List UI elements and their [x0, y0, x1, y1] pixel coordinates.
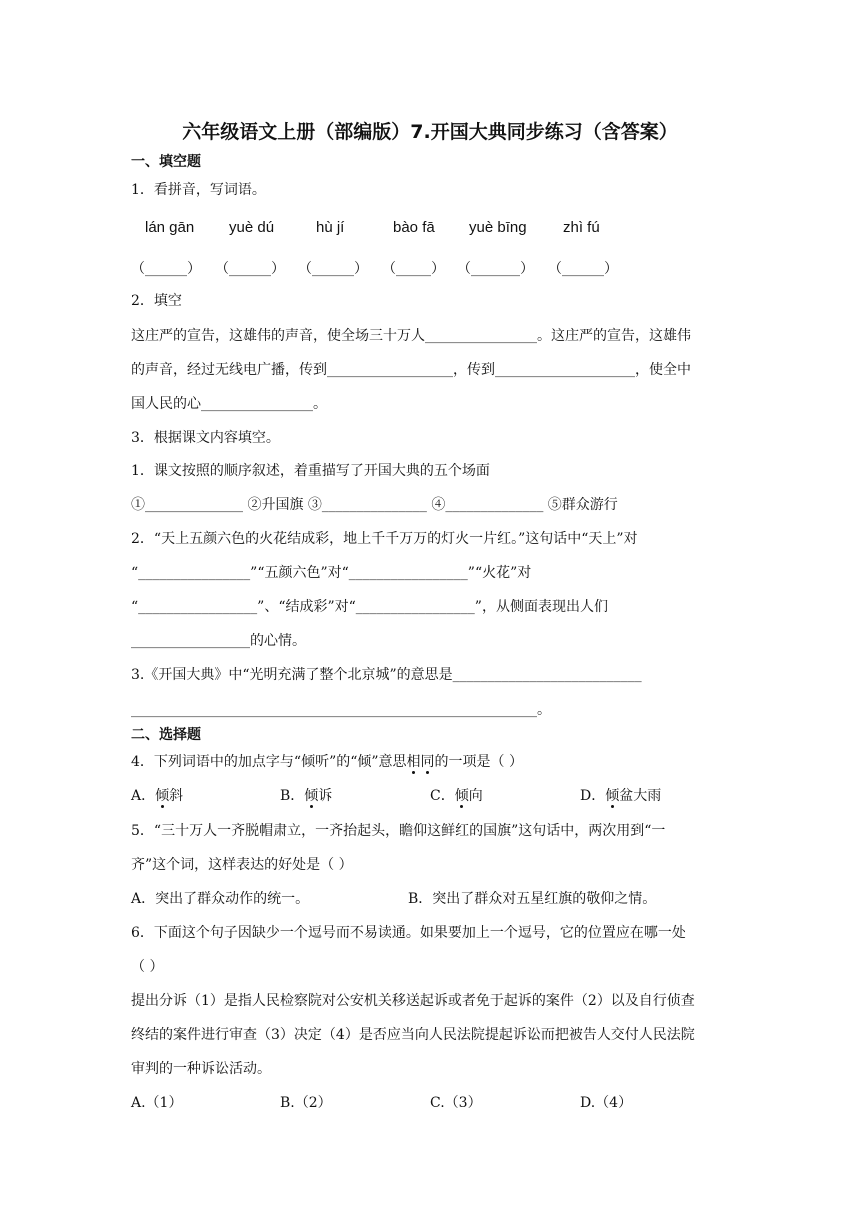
option-text: 斜: [169, 788, 184, 804]
section-heading-fill-in: 一、填空题: [131, 154, 201, 170]
dotted-char: 倾: [155, 788, 170, 804]
question-2-line: 的声音，经过无线电广播，传到__________________，传到____________________，使全中: [131, 362, 691, 378]
question-6-sentence: 终结的案件进行审查（3）决定（4）是否应当向人民法院提起诉讼而把被告人交付人民法院: [131, 1027, 695, 1043]
option-a[interactable]: A.（1）: [131, 1095, 183, 1111]
question-3-sub-3: 3.《开国大典》中“光明充满了整个北京城”的意思是___________________________: [131, 667, 642, 683]
dotted-char: 相: [406, 754, 421, 770]
pinyin-2: yuè dú: [229, 219, 275, 236]
option-b[interactable]: B.（2）: [280, 1095, 332, 1111]
question-3-sub-2: 2．“天上五颜六色的火花结成彩，地上千千万万的灯火一片红。”这句话中“天上”对: [131, 531, 638, 547]
question-2-line: 国人民的心________________。: [131, 396, 327, 412]
question-3-sub-2: “_________________”、“结成彩”对“_________________”，从侧面表现出人们: [131, 599, 608, 615]
pinyin-6: zhì fú: [563, 219, 600, 236]
question-6-sentence: 提出分诉（1）是指人民检察院对公安机关移送起诉或者免于起诉的案件（2）以及自行侦查: [131, 993, 695, 1009]
answer-blank[interactable]: （______）: [215, 261, 285, 277]
option-c[interactable]: [430, 786, 483, 806]
answer-blank[interactable]: （______）: [548, 261, 618, 277]
pinyin-1: lán gān: [145, 219, 195, 236]
question-3-sub-2: _________________的心情。: [131, 633, 306, 649]
question-1-stem: 1．看拼音，写词语。: [131, 182, 266, 198]
dotted-char: 同: [420, 754, 435, 770]
answer-blank[interactable]: （_______）: [457, 261, 534, 277]
option-text: 盆大雨: [619, 788, 662, 804]
question-2-line: 这庄严的宣告，这雄伟的声音，使全场三十万人________________。这庄严的宣告，这雄伟: [131, 328, 691, 344]
option-d[interactable]: [580, 786, 661, 806]
option-text: 诉: [318, 788, 333, 804]
pinyin-5: yuè bīng: [469, 219, 527, 236]
dotted-char: 倾: [605, 788, 620, 804]
pinyin-4: bào fā: [393, 219, 435, 236]
question-3-stem: 3．根据课文内容填空。: [131, 430, 280, 446]
question-3-sub-1: 1．课文按照的顺序叙述，着重描写了开国大典的五个场面: [131, 463, 490, 479]
option-text: 向: [468, 788, 483, 804]
answer-blank[interactable]: （______）: [298, 261, 368, 277]
option-b[interactable]: B．突出了群众对五星红旗的敬仰之情。: [408, 891, 657, 907]
question-5-stem: 5．“三十万人一齐脱帽肃立，一齐抬起头，瞻仰这鲜红的国旗”这句话中，两次用到“一: [131, 823, 666, 839]
stem-text: 4．下列词语中的加点字与“倾听”的“倾”意思: [131, 754, 407, 770]
document-title: 六年级语文上册（部编版）7.开国大典同步练习（含答案）: [182, 121, 678, 143]
dotted-char: 倾: [304, 788, 319, 804]
option-label: A．: [131, 788, 156, 804]
option-a[interactable]: [131, 786, 183, 806]
question-3-sub-3: __________________________________________________________。: [131, 702, 551, 718]
question-2-stem: 2．填空: [131, 293, 182, 309]
question-6-stem: （ ）: [131, 959, 164, 975]
option-d[interactable]: D.（4）: [580, 1095, 633, 1111]
question-6-stem: 6．下面这个句子因缺少一个逗号而不易读通。如果要加上一个逗号，它的位置应在哪一处: [131, 925, 686, 941]
answer-blank[interactable]: （______）: [131, 261, 201, 277]
option-a[interactable]: A．突出了群众动作的统一。: [131, 891, 310, 907]
question-4-stem: [131, 752, 523, 772]
dotted-char: 倾: [454, 788, 469, 804]
question-3-sub-1-blanks: ①______________ ②升国旗 ③_______________ ④______________ ⑤群众游行: [131, 497, 618, 513]
option-c[interactable]: C.（3）: [430, 1095, 482, 1111]
stem-text: 的一项是（ ）: [434, 754, 523, 770]
option-label: B．: [280, 788, 305, 804]
answer-blank[interactable]: （_____）: [382, 261, 445, 277]
question-6-sentence: 审判的一种诉讼活动。: [131, 1061, 271, 1077]
question-3-sub-2: “________________”“五颜六色”对“_________________”“火花”对: [131, 565, 532, 581]
question-5-stem: 齐”这个词，这样表达的好处是（ ）: [131, 857, 353, 873]
option-label: C．: [430, 788, 455, 804]
pinyin-3: hù jí: [316, 219, 345, 236]
option-label: D．: [580, 788, 606, 804]
section-heading-choice: 二、选择题: [131, 727, 201, 743]
option-b[interactable]: [280, 786, 332, 806]
